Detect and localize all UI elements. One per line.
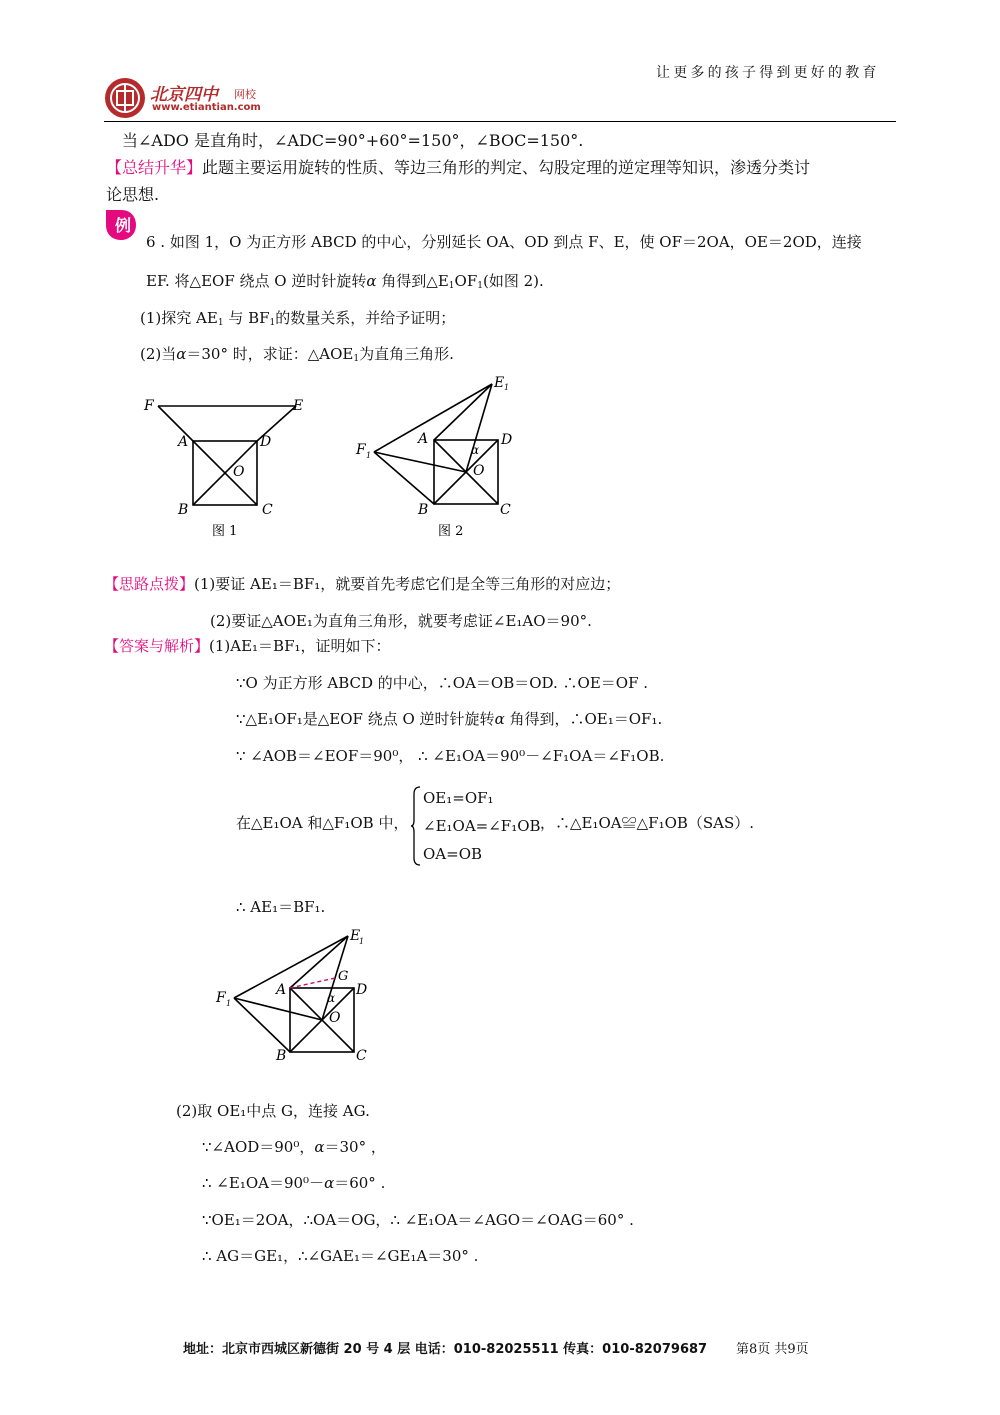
fig3-label-D: D xyxy=(356,982,368,998)
fig3-label-B: B xyxy=(276,1048,287,1064)
answer-line-4-conclusion: ，∴△E₁OA≌△F₁OB（SAS）. xyxy=(540,814,755,832)
intro-line: 当∠ADO 是直角时，∠ADC=90°+60°=150°，∠BOC=150°. xyxy=(122,131,584,150)
hint-tag: 【思路点拨】 xyxy=(104,575,195,593)
fig2-label-A: A xyxy=(418,431,429,447)
answer-line-1: ∵O 为正方形 ABCD 的中心，∴OA＝OB＝OD. ∴OE＝OF . xyxy=(236,674,649,692)
fig1-label-F: F xyxy=(144,398,154,414)
fig3-label-F1: F xyxy=(216,990,226,1006)
svg-text:1: 1 xyxy=(504,383,510,392)
fig3-alpha: α xyxy=(327,991,336,1005)
logo-brand: 北京四中 xyxy=(150,85,218,105)
example-badge-text: 例 xyxy=(115,216,132,235)
system-eq-3: OA=OB xyxy=(423,845,483,863)
fig1-label-B: B xyxy=(178,502,189,518)
answer-line-0: 【答案与解析】(1)AE₁＝BF₁，证明如下： xyxy=(104,637,391,655)
fig1-label-C: C xyxy=(262,502,273,518)
fig1-label-E: E xyxy=(293,398,304,414)
figure-3-diagram xyxy=(212,922,387,1067)
footer-address: 地址：北京市西城区新德街 20 号 4 层 电话：010-82025511 传真：010-82079687 xyxy=(183,1342,708,1357)
fig2-label-E1: E xyxy=(494,375,505,391)
fig1-label-D: D xyxy=(260,434,272,450)
fig2-label-D: D xyxy=(501,432,513,448)
answer-tag: 【答案与解析】 xyxy=(104,637,210,655)
fig1-label-O: O xyxy=(233,464,245,480)
fig3-label-G: G xyxy=(338,969,349,984)
hint-line-2: (2)要证△AOE₁为直角三角形，就要考虑证∠E₁AO＝90°. xyxy=(210,612,592,630)
question-2: (2)当α＝30° 时，求证：$\triangle AOE_1$为直角三角形. xyxy=(140,345,454,364)
summary-text-cont: 论思想. xyxy=(106,185,160,204)
header-slogan: 让更多的孩子得到更好的教育 xyxy=(656,65,880,81)
answer-line-5: ∴ AE₁＝BF₁. xyxy=(236,898,326,916)
hint-line-1: 【思路点拨】(1)要证 AE₁＝BF₁，就要首先考虑它们是全等三角形的对应边； xyxy=(104,575,621,593)
header-divider xyxy=(104,121,896,122)
fig1-label-A: A xyxy=(178,434,189,450)
figure-2-diagram xyxy=(352,370,532,542)
part2-line-4: ∴ AG＝GE₁，∴∠GAE₁＝∠GE₁A＝30° . xyxy=(202,1247,479,1265)
fig3-label-C: C xyxy=(356,1048,367,1064)
svg-text:1: 1 xyxy=(226,999,232,1008)
question-1: (1)探究 $AE_1$ 与 $BF_1$的数量关系，并给予证明； xyxy=(140,309,456,328)
fig2-caption: 图 2 xyxy=(438,524,464,539)
svg-text:1: 1 xyxy=(366,451,372,460)
figure-1-diagram xyxy=(140,392,320,542)
svg-text:1: 1 xyxy=(359,937,365,946)
fig2-label-B: B xyxy=(418,502,429,518)
example-statement-1: 6 . 如图 1，O 为正方形 ABCD 的中心，分别延长 OA、OD 到点 F、E，使 OF＝2OA，OE＝2OD，连接 xyxy=(146,233,862,251)
part2-line-1: ∵∠AOD＝90⁰，α＝30° ， xyxy=(202,1138,386,1156)
fig3-label-E1: E xyxy=(350,928,361,944)
summary-tag: 【总结升华】 xyxy=(106,158,203,177)
summary-text: 此题主要运用旋转的性质、等边三角形的判定、勾股定理的逆定理等知识，渗透分类讨 xyxy=(202,158,811,177)
fig2-alpha: α xyxy=(471,443,480,457)
part2-line-0: (2)取 OE₁中点 G，连接 AG. xyxy=(176,1102,370,1120)
logo-tag: 网校 xyxy=(234,88,256,101)
example-statement-2: EF. 将△EOF 绕点 O 逆时针旋转α 角得到$\triangle E_1OF_1$(如图 2). xyxy=(146,272,544,291)
footer-page-number: 第8页 共9页 xyxy=(736,1342,809,1357)
equation-brace xyxy=(411,786,421,866)
part2-line-3: ∵OE₁＝2OA，∴OA＝OG，∴ ∠E₁OA＝∠AGO＝∠OAG＝60° . xyxy=(202,1211,634,1229)
system-eq-1: OE₁=OF₁ xyxy=(423,789,494,807)
logo-url: www.etiantian.com xyxy=(152,102,261,113)
answer-line-4: 在△E₁OA 和△F₁OB 中， xyxy=(236,814,409,832)
system-eq-2: ∠E₁OA=∠F₁OB xyxy=(423,817,541,835)
fig1-caption: 图 1 xyxy=(212,524,238,539)
answer-line-2: ∵△E₁OF₁是△EOF 绕点 O 逆时针旋转α 角得到，∴OE₁＝OF₁. xyxy=(236,710,663,728)
part2-line-2: ∴ ∠E₁OA＝90⁰－α＝60° . xyxy=(202,1174,386,1192)
fig2-label-F1: F xyxy=(356,442,366,458)
fig2-label-C: C xyxy=(500,502,511,518)
summary-paragraph xyxy=(106,155,810,178)
fig3-label-A: A xyxy=(276,982,287,998)
answer-line-3: ∵ ∠AOB＝∠EOF＝90⁰， ∴ ∠E₁OA＝90⁰－∠F₁OA＝∠F₁OB. xyxy=(236,747,665,765)
example-badge-icon xyxy=(104,208,138,242)
fig2-label-O: O xyxy=(473,463,485,479)
fig3-label-O: O xyxy=(329,1010,341,1026)
